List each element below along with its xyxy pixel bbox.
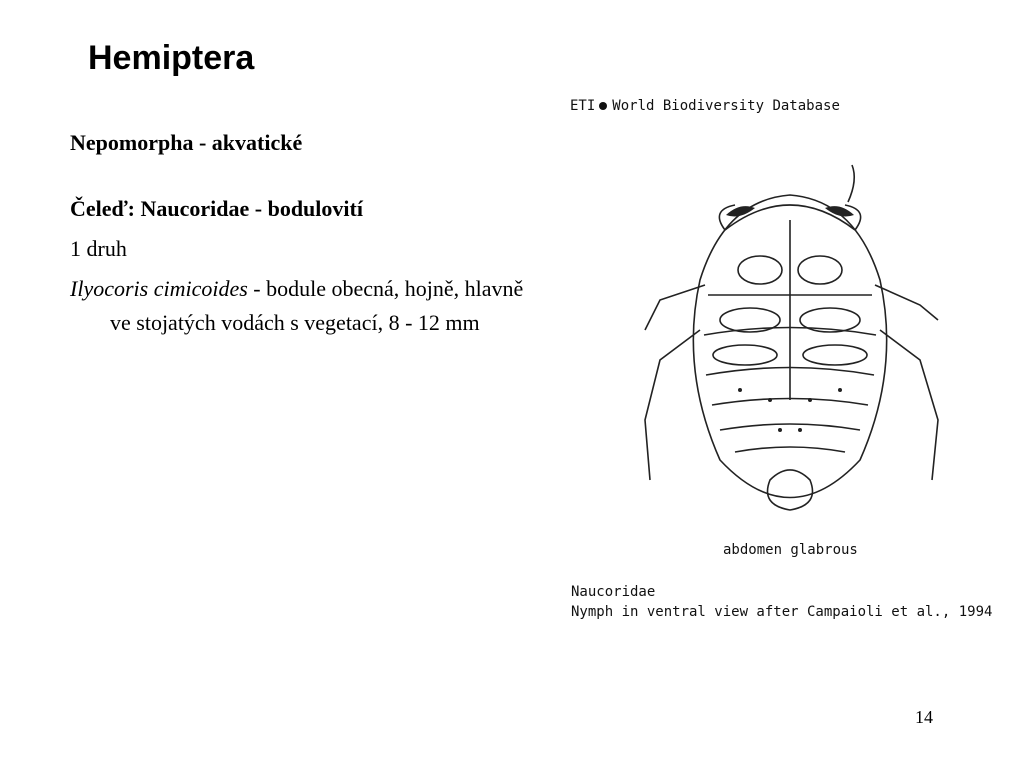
species-entry <box>70 272 530 340</box>
bullet-dot-icon <box>599 102 607 110</box>
insect-illustration-icon <box>620 160 960 540</box>
slide-body <box>70 126 530 340</box>
figure-source-name: World Biodiversity Database <box>612 98 840 114</box>
page-number: 14 <box>915 707 933 727</box>
figure-caption-line1: Naucoridae <box>571 584 656 600</box>
figure-caption <box>571 583 992 622</box>
species-latin-name: Ilyocoris cimicoides <box>70 276 248 302</box>
figure-label: abdomen glabrous <box>723 542 858 558</box>
figure <box>560 90 1010 630</box>
species-description: - bodule obecná, hojně, hlavně ve stojatých vodách s vegetací, 8 - 12 mm <box>110 276 524 336</box>
family-heading: Čeleď: Naucoridae - bodulovití <box>70 196 363 222</box>
figure-source <box>570 98 840 114</box>
slide-title: Hemiptera <box>88 39 255 77</box>
figure-source-prefix: ETI <box>570 98 596 114</box>
subtitle: Nepomorpha - akvatické <box>70 130 303 155</box>
species-count: 1 druh <box>70 236 127 262</box>
figure-caption-line2: Nymph in ventral view after Campaioli et al., 1994 <box>571 603 993 620</box>
